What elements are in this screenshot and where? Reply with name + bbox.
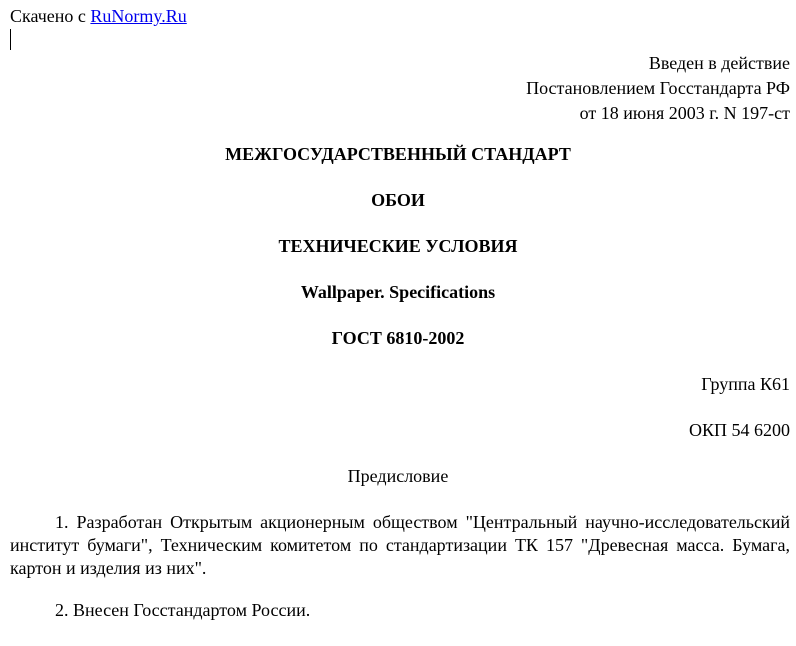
runormy-link[interactable]: RuNormy.Ru: [90, 6, 187, 26]
enactment-line-3: от 18 июня 2003 г. N 197-ст: [579, 103, 790, 123]
document-subtitle-heading: ТЕХНИЧЕСКИЕ УСЛОВИЯ: [278, 236, 518, 256]
preface-heading: Предисловие: [347, 466, 449, 486]
okp-classification: ОКП 54 6200: [688, 420, 790, 440]
gost-code-heading: ГОСТ 6810-2002: [331, 328, 465, 348]
enactment-line-1: Введен в действие: [648, 53, 790, 73]
group-classification: Группа К61: [701, 374, 790, 394]
text-cursor: [10, 29, 11, 50]
document-name-heading: ОБОИ: [371, 190, 425, 210]
download-prefix: Скачено с: [10, 6, 91, 26]
enactment-line-2: Постановлением Госстандарта РФ: [526, 78, 790, 98]
preface-item-1: 1. Разработан Открытым акционерным обществом "Центральный научно-исследовательский институт бумаги", Техническим комитетом по стандартизации ТК 157 "Древесная масса. Бумага, картон и изделия из них".: [10, 512, 790, 578]
english-title-heading: Wallpaper. Specifications: [300, 282, 496, 302]
standard-type-heading: МЕЖГОСУДАРСТВЕННЫЙ СТАНДАРТ: [225, 144, 571, 164]
enactment-note: [526, 51, 790, 126]
download-source-line: [10, 5, 187, 27]
preface-item-2: 2. Внесен Госстандартом России.: [55, 600, 311, 620]
